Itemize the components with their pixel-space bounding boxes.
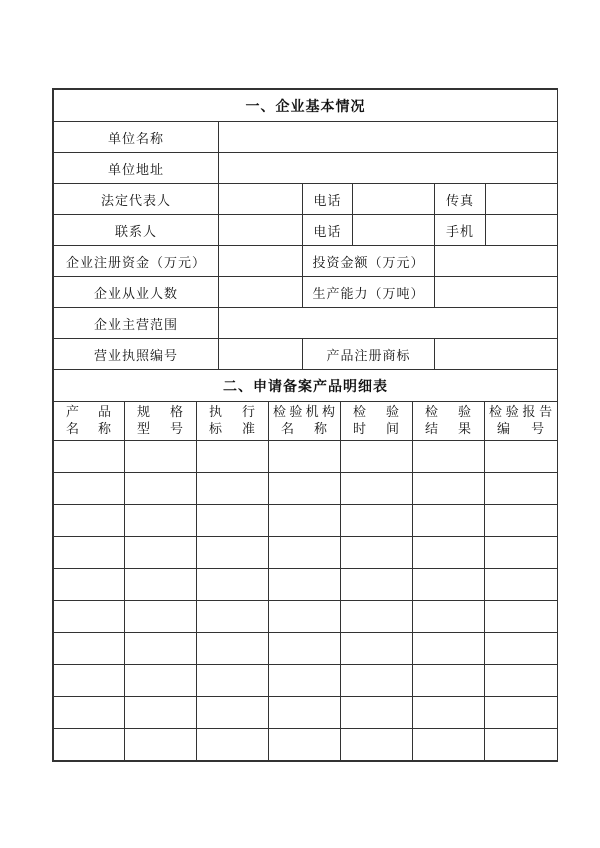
cell-spec[interactable] [125,569,197,601]
cell-report-no[interactable] [485,569,558,601]
product-row [54,665,558,697]
trademark-field[interactable] [435,339,558,370]
cell-standard[interactable] [197,441,269,473]
cell-inspection-date[interactable] [341,697,413,729]
filing-form [52,88,558,762]
cell-spec[interactable] [125,601,197,633]
cell-inspection-result[interactable] [413,441,485,473]
cell-spec[interactable] [125,505,197,537]
contact-label: 联系人 [54,215,219,246]
section2-title: 二、申请备案产品明细表 [54,370,558,402]
col-header-standard: 执 行 标 准 [197,402,269,441]
trademark-label: 产品注册商标 [303,339,435,370]
cell-standard[interactable] [197,569,269,601]
capacity-label: 生产能力（万吨） [303,277,435,308]
cell-inspection-result[interactable] [413,665,485,697]
unit-address-field[interactable] [219,153,558,184]
product-row [54,473,558,505]
unit-name-field[interactable] [219,122,558,153]
business-scope-field[interactable] [219,308,558,339]
cell-report-no[interactable] [485,505,558,537]
investment-field[interactable] [435,246,558,277]
cell-product-name[interactable] [54,505,125,537]
cell-inspection-result[interactable] [413,473,485,505]
product-row [54,633,558,665]
phone1-label: 电话 [303,184,353,215]
cell-inspection-date[interactable] [341,569,413,601]
cell-inspection-result[interactable] [413,505,485,537]
col-header-spec: 规 格 型 号 [125,402,197,441]
cell-inspection-date[interactable] [341,665,413,697]
cell-inspection-date[interactable] [341,441,413,473]
cell-product-name[interactable] [54,665,125,697]
cell-inspection-agency[interactable] [269,473,341,505]
section1-title: 一、企业基本情况 [54,90,558,122]
cell-inspection-agency[interactable] [269,665,341,697]
contact-field[interactable] [219,215,303,246]
cell-product-name[interactable] [54,473,125,505]
cell-inspection-date[interactable] [341,633,413,665]
col-header-inspection-result: 检 验 结 果 [413,402,485,441]
registered-capital-field[interactable] [219,246,303,277]
cell-report-no[interactable] [485,473,558,505]
cell-inspection-result[interactable] [413,729,485,761]
cell-inspection-result[interactable] [413,569,485,601]
product-row [54,729,558,761]
cell-standard[interactable] [197,505,269,537]
legal-rep-label: 法定代表人 [54,184,219,215]
cell-spec[interactable] [125,537,197,569]
employees-field[interactable] [219,277,303,308]
fax-label: 传真 [435,184,486,215]
cell-product-name[interactable] [54,601,125,633]
registered-capital-label: 企业注册资金（万元） [54,246,219,277]
cell-standard[interactable] [197,665,269,697]
capacity-field[interactable] [435,277,558,308]
cell-inspection-agency[interactable] [269,633,341,665]
product-row [54,697,558,729]
cell-standard[interactable] [197,473,269,505]
cell-report-no[interactable] [485,537,558,569]
cell-inspection-agency[interactable] [269,569,341,601]
product-detail-table [53,370,558,761]
cell-spec[interactable] [125,633,197,665]
cell-spec[interactable] [125,665,197,697]
cell-inspection-agency[interactable] [269,537,341,569]
col-header-inspection-agency: 检验机构 名 称 [269,402,341,441]
enterprise-info-table [53,89,558,370]
license-no-field[interactable] [219,339,303,370]
cell-inspection-agency[interactable] [269,697,341,729]
phone1-field[interactable] [353,184,435,215]
cell-product-name[interactable] [54,441,125,473]
cell-spec[interactable] [125,729,197,761]
cell-report-no[interactable] [485,633,558,665]
product-row [54,537,558,569]
cell-inspection-date[interactable] [341,729,413,761]
cell-product-name[interactable] [54,633,125,665]
cell-report-no[interactable] [485,665,558,697]
cell-inspection-result[interactable] [413,601,485,633]
cell-inspection-agency[interactable] [269,505,341,537]
cell-inspection-date[interactable] [341,537,413,569]
cell-report-no[interactable] [485,601,558,633]
cell-standard[interactable] [197,601,269,633]
investment-label: 投资金额（万元） [303,246,435,277]
cell-standard[interactable] [197,697,269,729]
cell-spec[interactable] [125,697,197,729]
cell-inspection-result[interactable] [413,537,485,569]
mobile-field[interactable] [486,215,558,246]
cell-inspection-result[interactable] [413,697,485,729]
cell-standard[interactable] [197,537,269,569]
cell-inspection-agency[interactable] [269,441,341,473]
cell-inspection-agency[interactable] [269,729,341,761]
cell-report-no[interactable] [485,729,558,761]
cell-standard[interactable] [197,633,269,665]
cell-spec[interactable] [125,473,197,505]
cell-product-name[interactable] [54,729,125,761]
cell-standard[interactable] [197,729,269,761]
col-header-report-no: 检验报告 编 号 [485,402,558,441]
legal-rep-field[interactable] [219,184,303,215]
unit-address-label: 单位地址 [54,153,219,184]
cell-inspection-date[interactable] [341,505,413,537]
cell-product-name[interactable] [54,537,125,569]
product-row [54,441,558,473]
col-header-product-name: 产 品 名 称 [54,402,125,441]
cell-product-name[interactable] [54,569,125,601]
cell-report-no[interactable] [485,441,558,473]
product-row [54,505,558,537]
cell-product-name[interactable] [54,697,125,729]
mobile-label: 手机 [435,215,486,246]
cell-report-no[interactable] [485,697,558,729]
product-row [54,601,558,633]
cell-inspection-result[interactable] [413,633,485,665]
cell-inspection-date[interactable] [341,601,413,633]
col-header-inspection-date: 检 验 时 间 [341,402,413,441]
fax-field[interactable] [486,184,558,215]
phone2-label: 电话 [303,215,353,246]
cell-inspection-agency[interactable] [269,601,341,633]
product-row [54,569,558,601]
phone2-field[interactable] [353,215,435,246]
unit-name-label: 单位名称 [54,122,219,153]
cell-spec[interactable] [125,441,197,473]
business-scope-label: 企业主营范围 [54,308,219,339]
license-no-label: 营业执照编号 [54,339,219,370]
cell-inspection-date[interactable] [341,473,413,505]
employees-label: 企业从业人数 [54,277,219,308]
product-header-row [54,402,558,441]
